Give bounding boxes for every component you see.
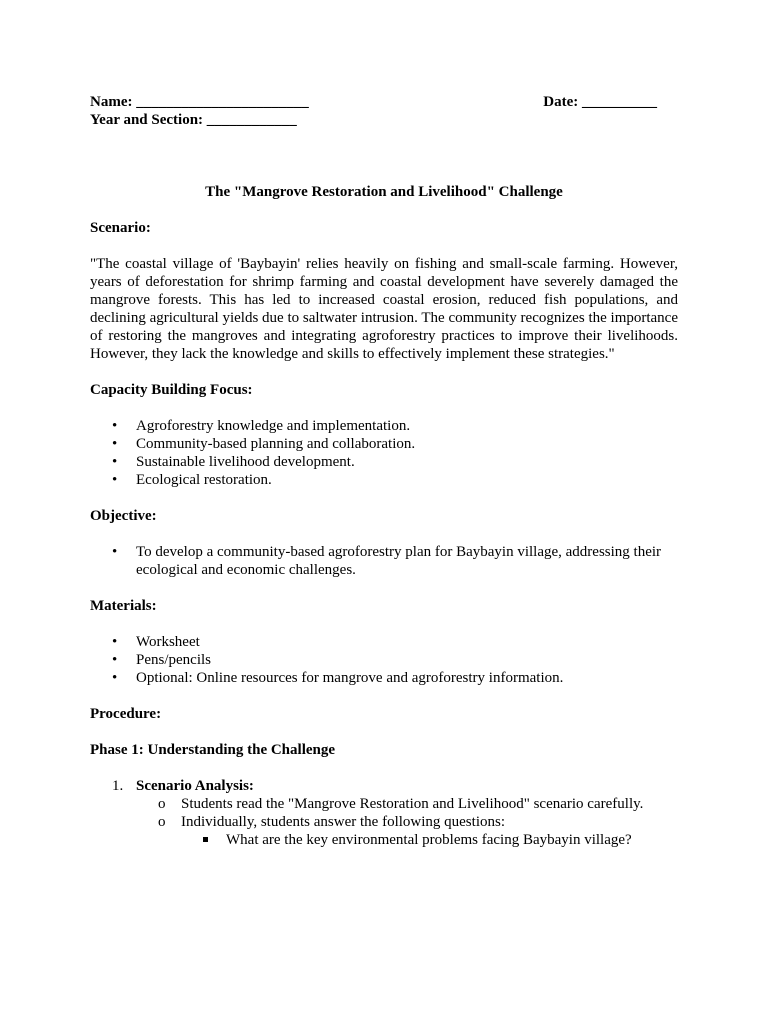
procedure-heading: Procedure: [90,706,162,722]
year-section-field-label: Year and Section: ____________ [90,112,297,128]
bullet-icon: • [112,544,118,560]
bullet-icon: • [112,472,118,488]
list-item-text: Ecological restoration. [136,472,272,488]
list-item-text: Community-based planning and collaboration. [136,436,416,452]
question-list [181,831,678,849]
worksheet-page [90,93,678,849]
bullet-icon: • [112,634,118,650]
bullet-icon: • [112,652,118,668]
bullet-icon: • [112,670,118,686]
list-item-text: Pens/pencils [136,652,211,668]
list-item [90,633,678,651]
objective-heading: Objective: [90,508,157,524]
step-subitems [136,795,678,849]
header-row [90,93,678,111]
procedure-steps [90,777,678,849]
bullet-icon: • [112,454,118,470]
step-label: Scenario Analysis: [136,778,254,794]
square-bullet-icon [203,837,208,842]
list-item [90,453,678,471]
date-field-label: Date: __________ [543,94,657,110]
list-item-text: Optional: Online resources for mangrove and agroforestry information. [136,670,564,686]
objective-list [90,543,678,579]
sub-item-text: Students read the "Mangrove Restoration and Livelihood" scenario carefully. [181,796,644,812]
list-item-text: Worksheet [136,634,200,650]
circle-bullet-icon: o [158,814,166,830]
list-item-text: To develop a community-based agroforestry plan for Baybayin village, addressing their ecological and economic challenges. [136,544,662,578]
document-title: The "Mangrove Restoration and Livelihood" Challenge [205,184,563,200]
capacity-heading: Capacity Building Focus: [90,382,253,398]
name-field-label: Name: _______________________ [90,94,309,110]
step-number: 1. [112,778,124,794]
phase1-heading: Phase 1: Understanding the Challenge [90,742,336,758]
sub-item-text: Individually, students answer the following questions: [181,814,505,830]
list-item [90,471,678,489]
scenario-heading: Scenario: [90,220,151,236]
sub-item [136,795,678,813]
materials-list [90,633,678,687]
sub-item [136,813,678,849]
list-item [90,435,678,453]
bullet-icon: • [112,418,118,434]
capacity-list [90,417,678,489]
question-item [181,831,678,849]
step-item [90,777,678,849]
list-item-text: Sustainable livelihood development. [136,454,355,470]
bullet-icon: • [112,436,118,452]
list-item [90,417,678,435]
list-item-text: Agroforestry knowledge and implementation. [136,418,411,434]
scenario-text: "The coastal village of 'Baybayin' relies heavily on fishing and small-scale farming. However, years of deforestation for shrimp farming and coastal development have severely damaged the mangrove forests. This has led to increased coastal erosion, reduced fish populations, and declining agricultural yields due to saltwater intrusion. The community recognizes the importance of restoring the mangroves and integrating agroforestry practices to improve their livelihoods. However, they lack the knowledge and skills to effectively implement these strategies." [90,256,678,362]
circle-bullet-icon: o [158,796,166,812]
list-item [90,543,678,579]
materials-heading: Materials: [90,598,157,614]
question-text: What are the key environmental problems facing Baybayin village? [226,832,632,848]
list-item [90,669,678,687]
list-item [90,651,678,669]
